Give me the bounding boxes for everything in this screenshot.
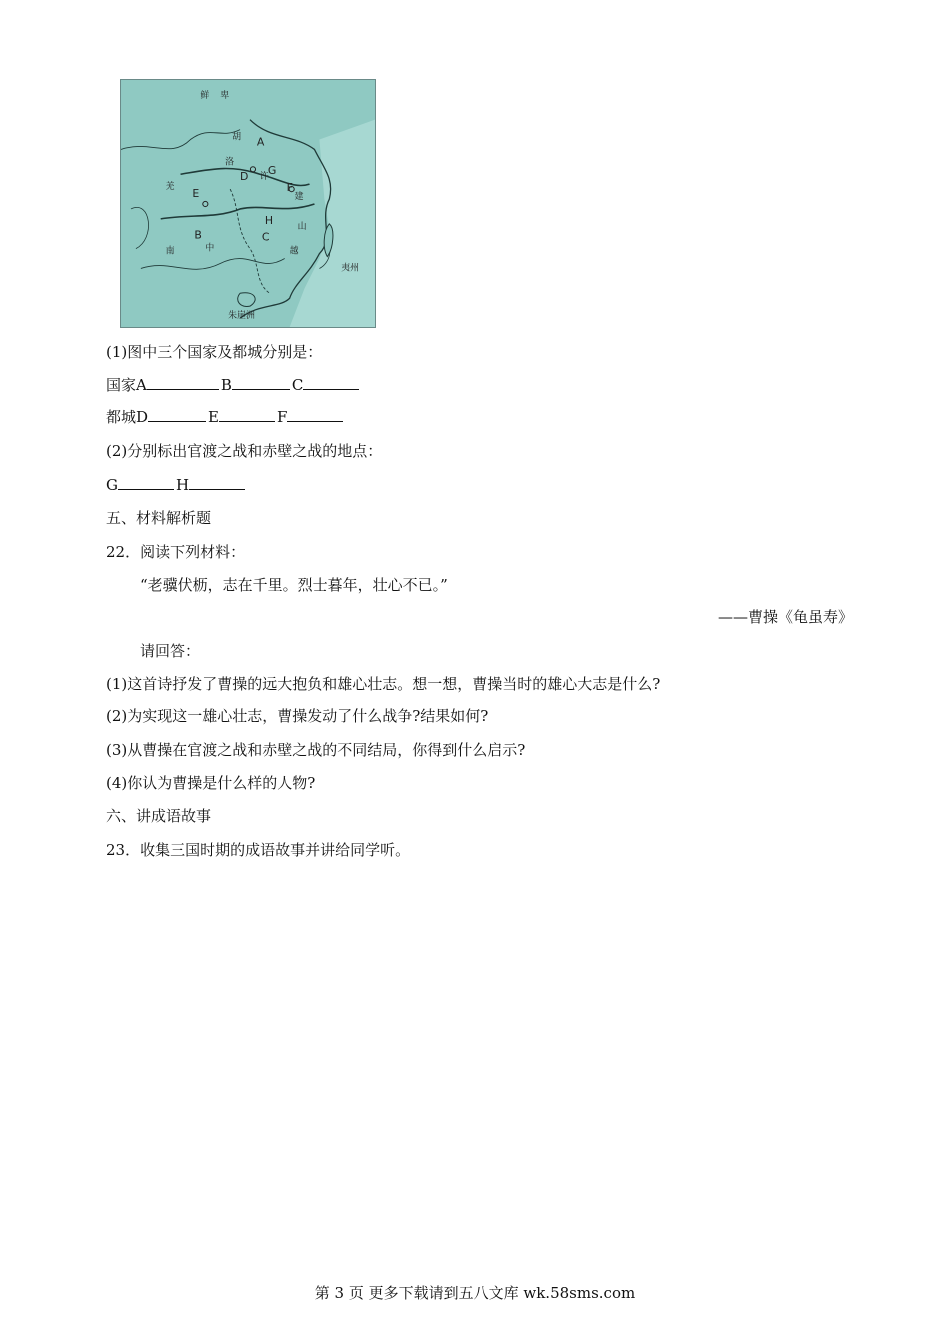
sub-question-4: (4)你认为曹操是什么样的人物?	[106, 774, 316, 792]
map-label-nan: 南	[165, 246, 175, 257]
capital-blanks	[106, 406, 345, 427]
poem-quote: “老骥伏枥，志在千里。烈士暮年，壮心不已。”	[140, 576, 448, 594]
map-label-zhong: 中	[205, 243, 215, 254]
question-23: 23．收集三国时期的成语故事并讲给同学听。	[106, 841, 411, 859]
map-label-zhuyazhou: 朱崖洲	[228, 311, 255, 322]
map-letter-b: B	[194, 228, 202, 242]
question-22: 22．阅读下列材料：	[106, 543, 246, 561]
map-label-xian: 鲜	[200, 90, 210, 101]
capital-e-label: E	[208, 408, 219, 426]
sub-question-2: (2)为实现这一雄心壮志，曹操发动了什么战争?结果如何?	[106, 707, 489, 725]
battle-h-label: H	[175, 476, 190, 494]
map-label-hu: 胡	[232, 132, 242, 143]
battle-blanks	[106, 474, 247, 495]
capital-d-label: 都城D	[106, 408, 149, 426]
map-letter-c: C	[261, 230, 270, 244]
capital-e-blank[interactable]	[219, 406, 275, 422]
country-c-blank[interactable]	[303, 374, 359, 390]
map-letter-d: D	[240, 170, 249, 184]
capital-f-label: F	[276, 408, 288, 426]
country-b-label: B	[220, 376, 232, 394]
map-letter-e: E	[192, 187, 200, 201]
page-footer: 第 3 页 更多下载请到五八文库 wk.58sms.com	[314, 1284, 636, 1302]
sub-question-1: (1)这首诗抒发了曹操的远大抱负和雄心壮志。想一想，曹操当时的雄心大志是什么?	[106, 675, 661, 693]
map-letter-f: F	[286, 181, 293, 195]
battle-g-label: G	[106, 476, 118, 494]
historical-map	[120, 79, 376, 328]
map-label-bei: 卑	[220, 90, 230, 101]
country-c-label: C	[291, 376, 304, 394]
map-label-jian: 建	[294, 192, 304, 203]
country-a-label: 国家A	[106, 376, 147, 394]
map-letter-a: A	[256, 135, 265, 149]
section-6-heading: 六、讲成语故事	[106, 807, 212, 825]
map-label-shan: 山	[297, 221, 307, 232]
map-letter-h: H	[264, 213, 274, 227]
map-label-yue: 越	[289, 246, 299, 257]
map-label-qiang: 羌	[165, 182, 175, 193]
poem-attribution: ——曹操《龟虽寿》	[717, 608, 853, 626]
please-answer: 请回答：	[140, 642, 201, 660]
question-2: (2)分别标出官渡之战和赤壁之战的地点：	[106, 442, 383, 460]
question-1: (1)图中三个国家及都城分别是：	[106, 343, 323, 361]
country-a-blank[interactable]	[147, 374, 219, 390]
section-5-heading: 五、材料解析题	[106, 509, 212, 527]
map-letter-g: G	[267, 164, 277, 178]
hainan-island	[238, 293, 255, 307]
battle-h-blank[interactable]	[189, 474, 245, 490]
battle-g-blank[interactable]	[118, 474, 174, 490]
capital-d-blank[interactable]	[148, 406, 206, 422]
country-b-blank[interactable]	[232, 374, 290, 390]
country-blanks	[106, 374, 361, 395]
sub-question-3: (3)从曹操在官渡之战和赤壁之战的不同结局，你得到什么启示?	[106, 741, 526, 759]
map-drawing	[121, 80, 375, 327]
map-label-luo: 洛	[225, 157, 235, 168]
map-label-yizhou: 夷州	[341, 263, 360, 274]
capital-f-blank[interactable]	[287, 406, 343, 422]
map-label-xu: 许	[259, 172, 269, 183]
